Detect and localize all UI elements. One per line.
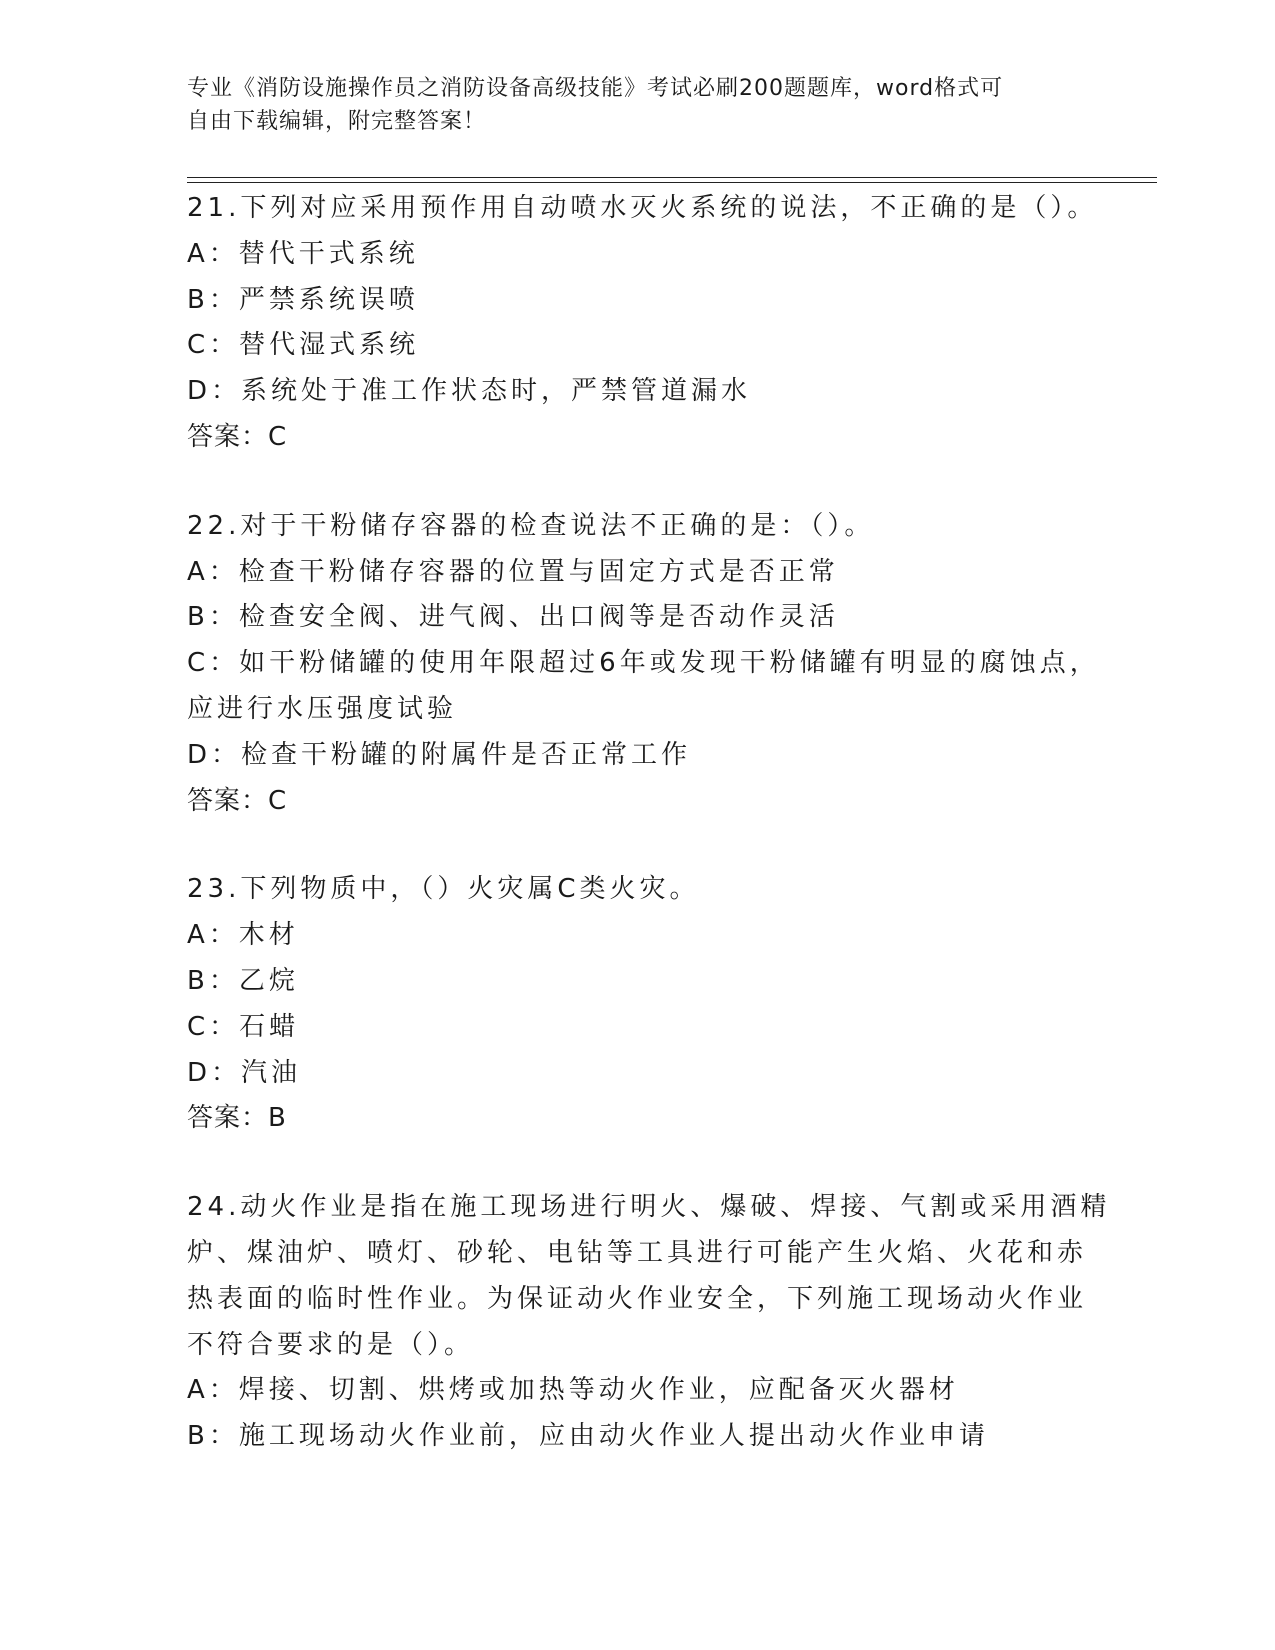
header-divider-top bbox=[187, 177, 1157, 178]
header-divider-bottom bbox=[187, 182, 1157, 183]
option-a: A：木材 bbox=[187, 920, 299, 951]
option-a: A：替代干式系统 bbox=[187, 238, 419, 269]
question-stem: 24.动火作业是指在施工现场进行明火、爆破、焊接、气割或采用酒精 bbox=[187, 1192, 1111, 1223]
option-b: B：施工现场动火作业前，应由动火作业人提出动火作业申请 bbox=[187, 1421, 989, 1452]
option-d: D：检查干粉罐的附属件是否正常工作 bbox=[187, 739, 692, 770]
question-stem-continued: 不符合要求的是（）。 bbox=[187, 1329, 475, 1360]
option-b: B：严禁系统误喷 bbox=[187, 284, 419, 315]
option-d: D：汽油 bbox=[187, 1057, 302, 1088]
header-title-line-1: 专业《消防设施操作员之消防设备高级技能》考试必刷200题题库，word格式可 bbox=[187, 76, 1004, 101]
option-b: B：乙烷 bbox=[187, 965, 299, 996]
question-stem: 21.下列对应采用预作用自动喷水灭火系统的说法，不正确的是（）。 bbox=[187, 193, 1098, 223]
option-c: C：替代湿式系统 bbox=[187, 330, 420, 361]
question-22 bbox=[187, 504, 1100, 825]
answer-label: 答案：C bbox=[187, 421, 288, 452]
answer-label: 答案：C bbox=[187, 785, 288, 816]
question-stem-continued: 炉、煤油炉、喷灯、砂轮、电钻等工具进行可能产生火焰、火花和赤 bbox=[187, 1237, 1088, 1268]
question-23 bbox=[187, 867, 1087, 1142]
option-a: A：焊接、切割、烘烤或加热等动火作业，应配备灭火器材 bbox=[187, 1375, 959, 1406]
option-a: A：检查干粉储存容器的位置与固定方式是否正常 bbox=[187, 556, 839, 587]
answer-label: 答案：B bbox=[187, 1103, 287, 1134]
question-stem-continued: 热表面的临时性作业。为保证动火作业安全，下列施工现场动火作业 bbox=[187, 1283, 1088, 1314]
option-c-continued: 应进行水压强度试验 bbox=[187, 693, 458, 724]
header-title-line-2: 自由下载编辑，附完整答案！ bbox=[187, 109, 487, 134]
option-c: C：如干粉储罐的使用年限超过6年或发现干粉储罐有明显的腐蚀点， bbox=[187, 648, 1100, 679]
question-stem: 23.下列物质中，（）火灾属C类火灾。 bbox=[187, 874, 700, 905]
question-21 bbox=[187, 186, 1098, 461]
question-list bbox=[187, 186, 1111, 1460]
question-24 bbox=[187, 1185, 1111, 1460]
option-c: C：石蜡 bbox=[187, 1011, 300, 1042]
document-header bbox=[187, 72, 1067, 138]
question-stem: 22.对于干粉储存容器的检查说法不正确的是：（）。 bbox=[187, 510, 875, 541]
option-d: D：系统处于准工作状态时，严禁管道漏水 bbox=[187, 376, 752, 407]
option-b: B：检查安全阀、进气阀、出口阀等是否动作灵活 bbox=[187, 602, 839, 633]
